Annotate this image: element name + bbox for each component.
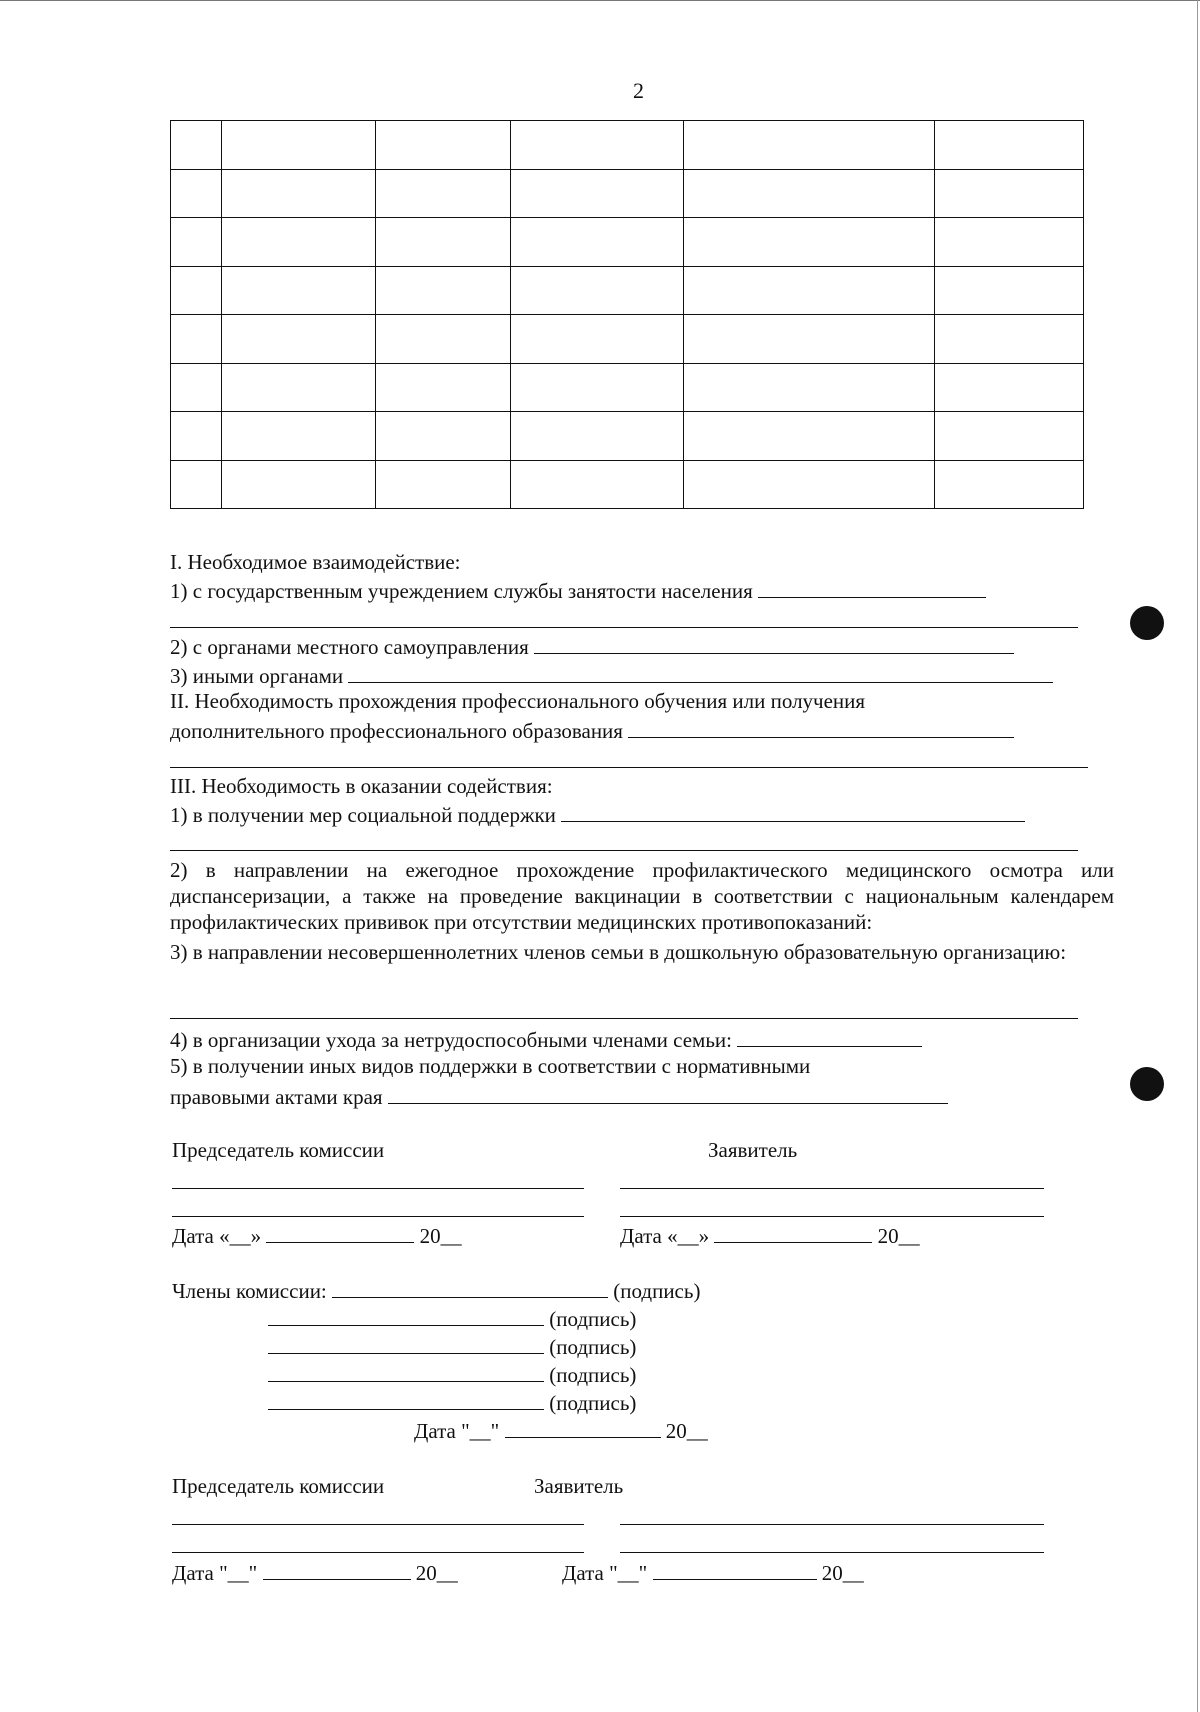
- section2-line2: [170, 719, 1014, 742]
- section3-item1: [170, 803, 1025, 826]
- fill-line[interactable]: [758, 579, 986, 598]
- signature-line[interactable]: [268, 1391, 544, 1410]
- section1-item3: [170, 664, 1053, 687]
- date-fill-line[interactable]: [714, 1224, 872, 1243]
- section3-item4-label: 4) в организации ухода за нетрудоспособными членами семьи:: [170, 1028, 732, 1052]
- date-right: [620, 1224, 920, 1247]
- date-prefix: Дата "__": [172, 1561, 258, 1585]
- date-right: [562, 1561, 864, 1584]
- signature-line[interactable]: [620, 1552, 1044, 1553]
- fill-line[interactable]: [737, 1028, 922, 1047]
- signature-line[interactable]: [172, 1216, 584, 1217]
- signature-line[interactable]: [268, 1363, 544, 1382]
- table-row: [171, 412, 1084, 461]
- signature-line[interactable]: [620, 1188, 1044, 1189]
- section3-item5-line1: 5) в получении иных видов поддержки в соответствии с нормативными: [170, 1054, 811, 1078]
- chairman-label: Председатель комиссии: [172, 1474, 385, 1498]
- section1-item1-label: 1) с государственным учреждением службы занятости населения: [170, 579, 753, 603]
- empty-table: [170, 120, 1084, 509]
- signature-label: (подпись): [613, 1279, 701, 1303]
- punch-hole-mark: [1130, 606, 1164, 640]
- table-row: [171, 266, 1084, 315]
- page-right-edge: [1197, 0, 1198, 1712]
- fill-line[interactable]: [628, 719, 1014, 738]
- signature-line[interactable]: [620, 1524, 1044, 1525]
- fill-line[interactable]: [388, 1085, 948, 1104]
- fill-line[interactable]: [170, 627, 1078, 628]
- chairman-label: Председатель комиссии: [172, 1138, 385, 1162]
- member-signature-row: [268, 1307, 636, 1330]
- date-fill-line[interactable]: [653, 1561, 817, 1580]
- fill-line[interactable]: [348, 664, 1053, 683]
- table-row: [171, 218, 1084, 267]
- date-year: 20__: [877, 1224, 920, 1248]
- date-fill-line[interactable]: [266, 1224, 414, 1243]
- signature-label: (подпись): [549, 1335, 637, 1359]
- table-row: [171, 121, 1084, 170]
- date-prefix: Дата "__": [562, 1561, 648, 1585]
- punch-hole-mark: [1130, 1067, 1164, 1101]
- date-prefix: Дата «__»: [620, 1224, 710, 1248]
- date-left: [172, 1224, 462, 1247]
- section3-item4: [170, 1028, 922, 1051]
- signature-label: (подпись): [549, 1307, 637, 1331]
- signature-label: (подпись): [549, 1363, 637, 1387]
- signature-line[interactable]: [332, 1279, 608, 1298]
- fill-line[interactable]: [534, 635, 1014, 654]
- section3-item1-label: 1) в получении мер социальной поддержки: [170, 803, 556, 827]
- table-row: [171, 363, 1084, 412]
- fill-line[interactable]: [170, 767, 1088, 768]
- section1-item2: [170, 635, 1014, 658]
- applicant-label: Заявитель: [534, 1474, 624, 1498]
- date-fill-line[interactable]: [505, 1419, 661, 1438]
- member-signature-row: [268, 1391, 636, 1414]
- date-left: [172, 1561, 458, 1584]
- signature-line[interactable]: [172, 1188, 584, 1189]
- signature-line[interactable]: [172, 1552, 584, 1553]
- section1-item2-label: 2) с органами местного самоуправления: [170, 635, 529, 659]
- commission-date: [414, 1419, 708, 1442]
- page-top-edge: [0, 0, 1200, 1]
- table-row: [171, 315, 1084, 364]
- date-year: 20__: [665, 1419, 708, 1443]
- date-year: 20__: [415, 1561, 458, 1585]
- member-signature-row: [268, 1335, 636, 1358]
- section3-item5-line2: [170, 1085, 948, 1108]
- table-row: [171, 169, 1084, 218]
- commission-members: [172, 1279, 700, 1302]
- signature-line[interactable]: [172, 1524, 584, 1525]
- commission-label: Члены комиссии:: [172, 1279, 327, 1303]
- date-fill-line[interactable]: [263, 1561, 411, 1580]
- section3-heading: III. Необходимость в оказании содействия:: [170, 774, 553, 798]
- section3-item3: 3) в направлении несовершеннолетних членов семьи в дошкольную образовательную организацию:: [170, 940, 1067, 964]
- section2-line2-label: дополнительного профессионального образования: [170, 719, 623, 743]
- member-signature-row: [268, 1363, 636, 1386]
- section1-heading: I. Необходимое взаимодействие:: [170, 550, 461, 574]
- fill-line[interactable]: [561, 803, 1025, 822]
- section2-line1: II. Необходимость прохождения профессионального обучения или получения: [170, 689, 866, 713]
- table-row: [171, 460, 1084, 509]
- date-year: 20__: [419, 1224, 462, 1248]
- fill-line[interactable]: [170, 1018, 1078, 1019]
- signature-line[interactable]: [268, 1335, 544, 1354]
- section1-item3-label: 3) иными органами: [170, 664, 344, 688]
- section1-item1: [170, 579, 986, 602]
- date-prefix: Дата «__»: [172, 1224, 262, 1248]
- signature-label: (подпись): [549, 1391, 637, 1415]
- section3-item5-label: правовыми актами края: [170, 1085, 383, 1109]
- page-number: 2: [633, 78, 644, 103]
- section3-item2: 2) в направлении на ежегодное прохождение профилактического медицинского осмотра или диспансеризации, а также на проведение вакцинации в соответствии с национальным календарем профилактических прививок при отсутствии медицинских противопоказаний:: [170, 858, 1114, 934]
- date-year: 20__: [821, 1561, 864, 1585]
- signature-line[interactable]: [620, 1216, 1044, 1217]
- fill-line[interactable]: [170, 850, 1078, 851]
- date-prefix: Дата "__": [414, 1419, 500, 1443]
- signature-line[interactable]: [268, 1307, 544, 1326]
- applicant-label: Заявитель: [708, 1138, 798, 1162]
